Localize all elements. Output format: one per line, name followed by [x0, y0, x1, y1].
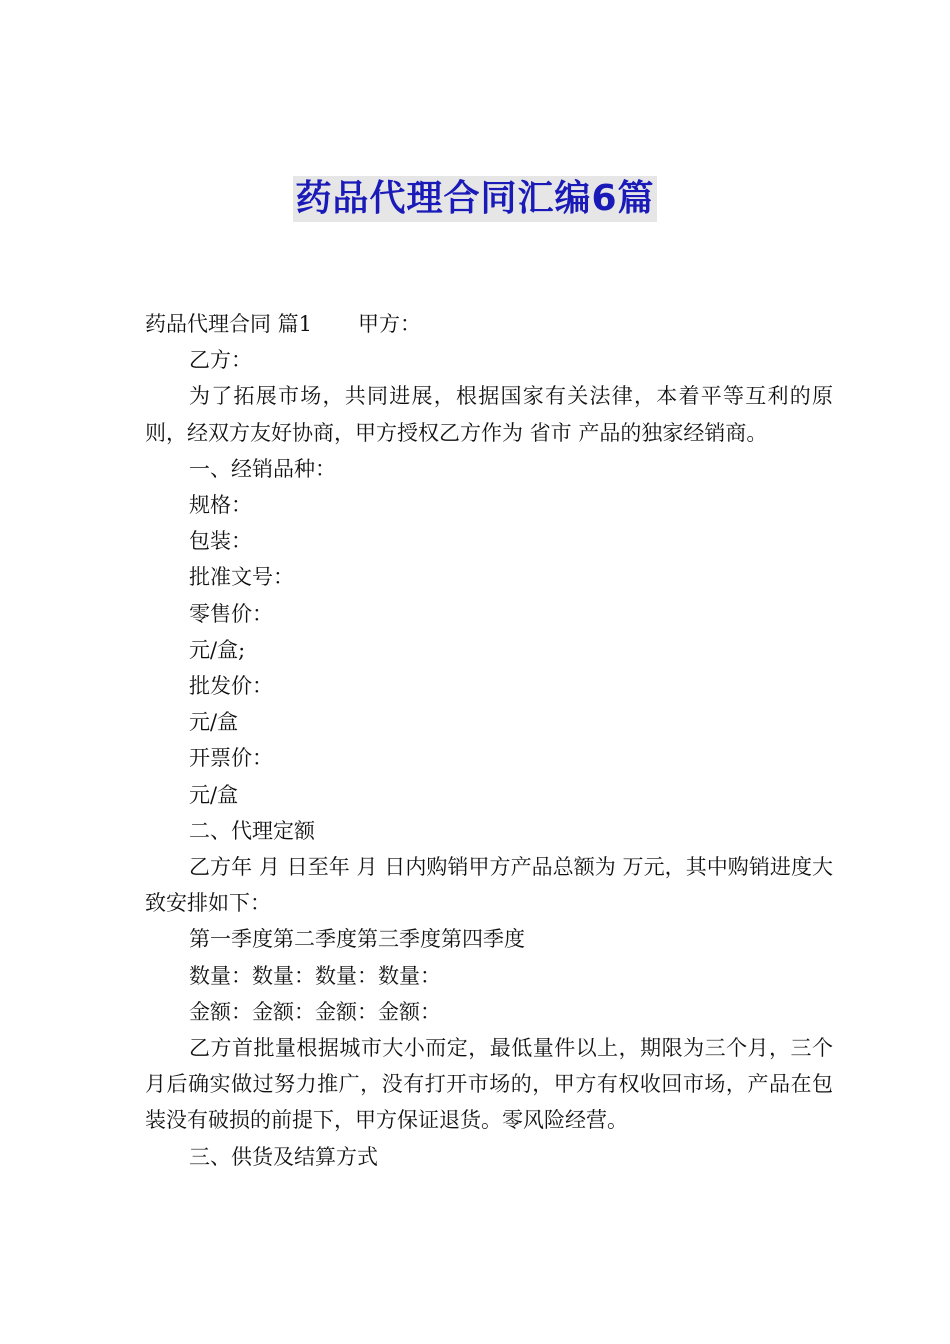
field-retail-price: 零售价： — [189, 601, 273, 626]
field-wholesale-unit: 元/盒 — [189, 710, 239, 735]
party-a-label: 甲方： — [358, 312, 422, 336]
title-container — [0, 176, 950, 222]
section-2-heading: 二、代理定额 — [189, 818, 315, 843]
field-spec: 规格： — [189, 493, 252, 518]
paragraph-first-batch: 乙方首批量根据城市大小而定，最低量件以上，期限为三个月，三个月后确实做过努力推广，没有打开市场的，甲方有权收回市场，产品在包装没有破损的前提下，甲方保证退货。零风险经营。 — [145, 1036, 833, 1133]
quarters-line: 第一季度第二季度第三季度第四季度 — [189, 927, 525, 952]
contract-heading-label: 药品代理合同 篇1 — [145, 312, 313, 336]
section-3-heading: 三、供货及结算方式 — [189, 1144, 378, 1169]
paragraph-quota: 乙方年 月 日至年 月 日内购销甲方产品总额为 万元，其中购销进度大致安排如下： — [145, 855, 833, 916]
document-title: 药品代理合同汇编6篇 — [293, 176, 656, 222]
document-body — [145, 306, 833, 1175]
field-package: 包装： — [189, 529, 252, 554]
field-retail-unit: 元/盒; — [189, 637, 246, 662]
paragraph-intro: 为了拓展市场，共同进展，根据国家有关法律，本着平等互利的原则，经双方友好协商，甲方授权乙方作为 省市 产品的独家经销商。 — [145, 384, 833, 445]
field-wholesale-price: 批发价： — [189, 674, 273, 699]
field-invoice-price: 开票价： — [189, 746, 273, 771]
first-line — [145, 306, 833, 342]
amount-line: 金额：金额：金额：金额： — [189, 999, 441, 1024]
section-1-heading: 一、经销品种： — [189, 456, 336, 481]
paragraph-party-b: 乙方： — [189, 348, 252, 373]
field-invoice-unit: 元/盒 — [189, 782, 239, 807]
quantity-line: 数量：数量：数量：数量： — [189, 963, 441, 988]
field-approval-number: 批准文号： — [189, 565, 294, 590]
